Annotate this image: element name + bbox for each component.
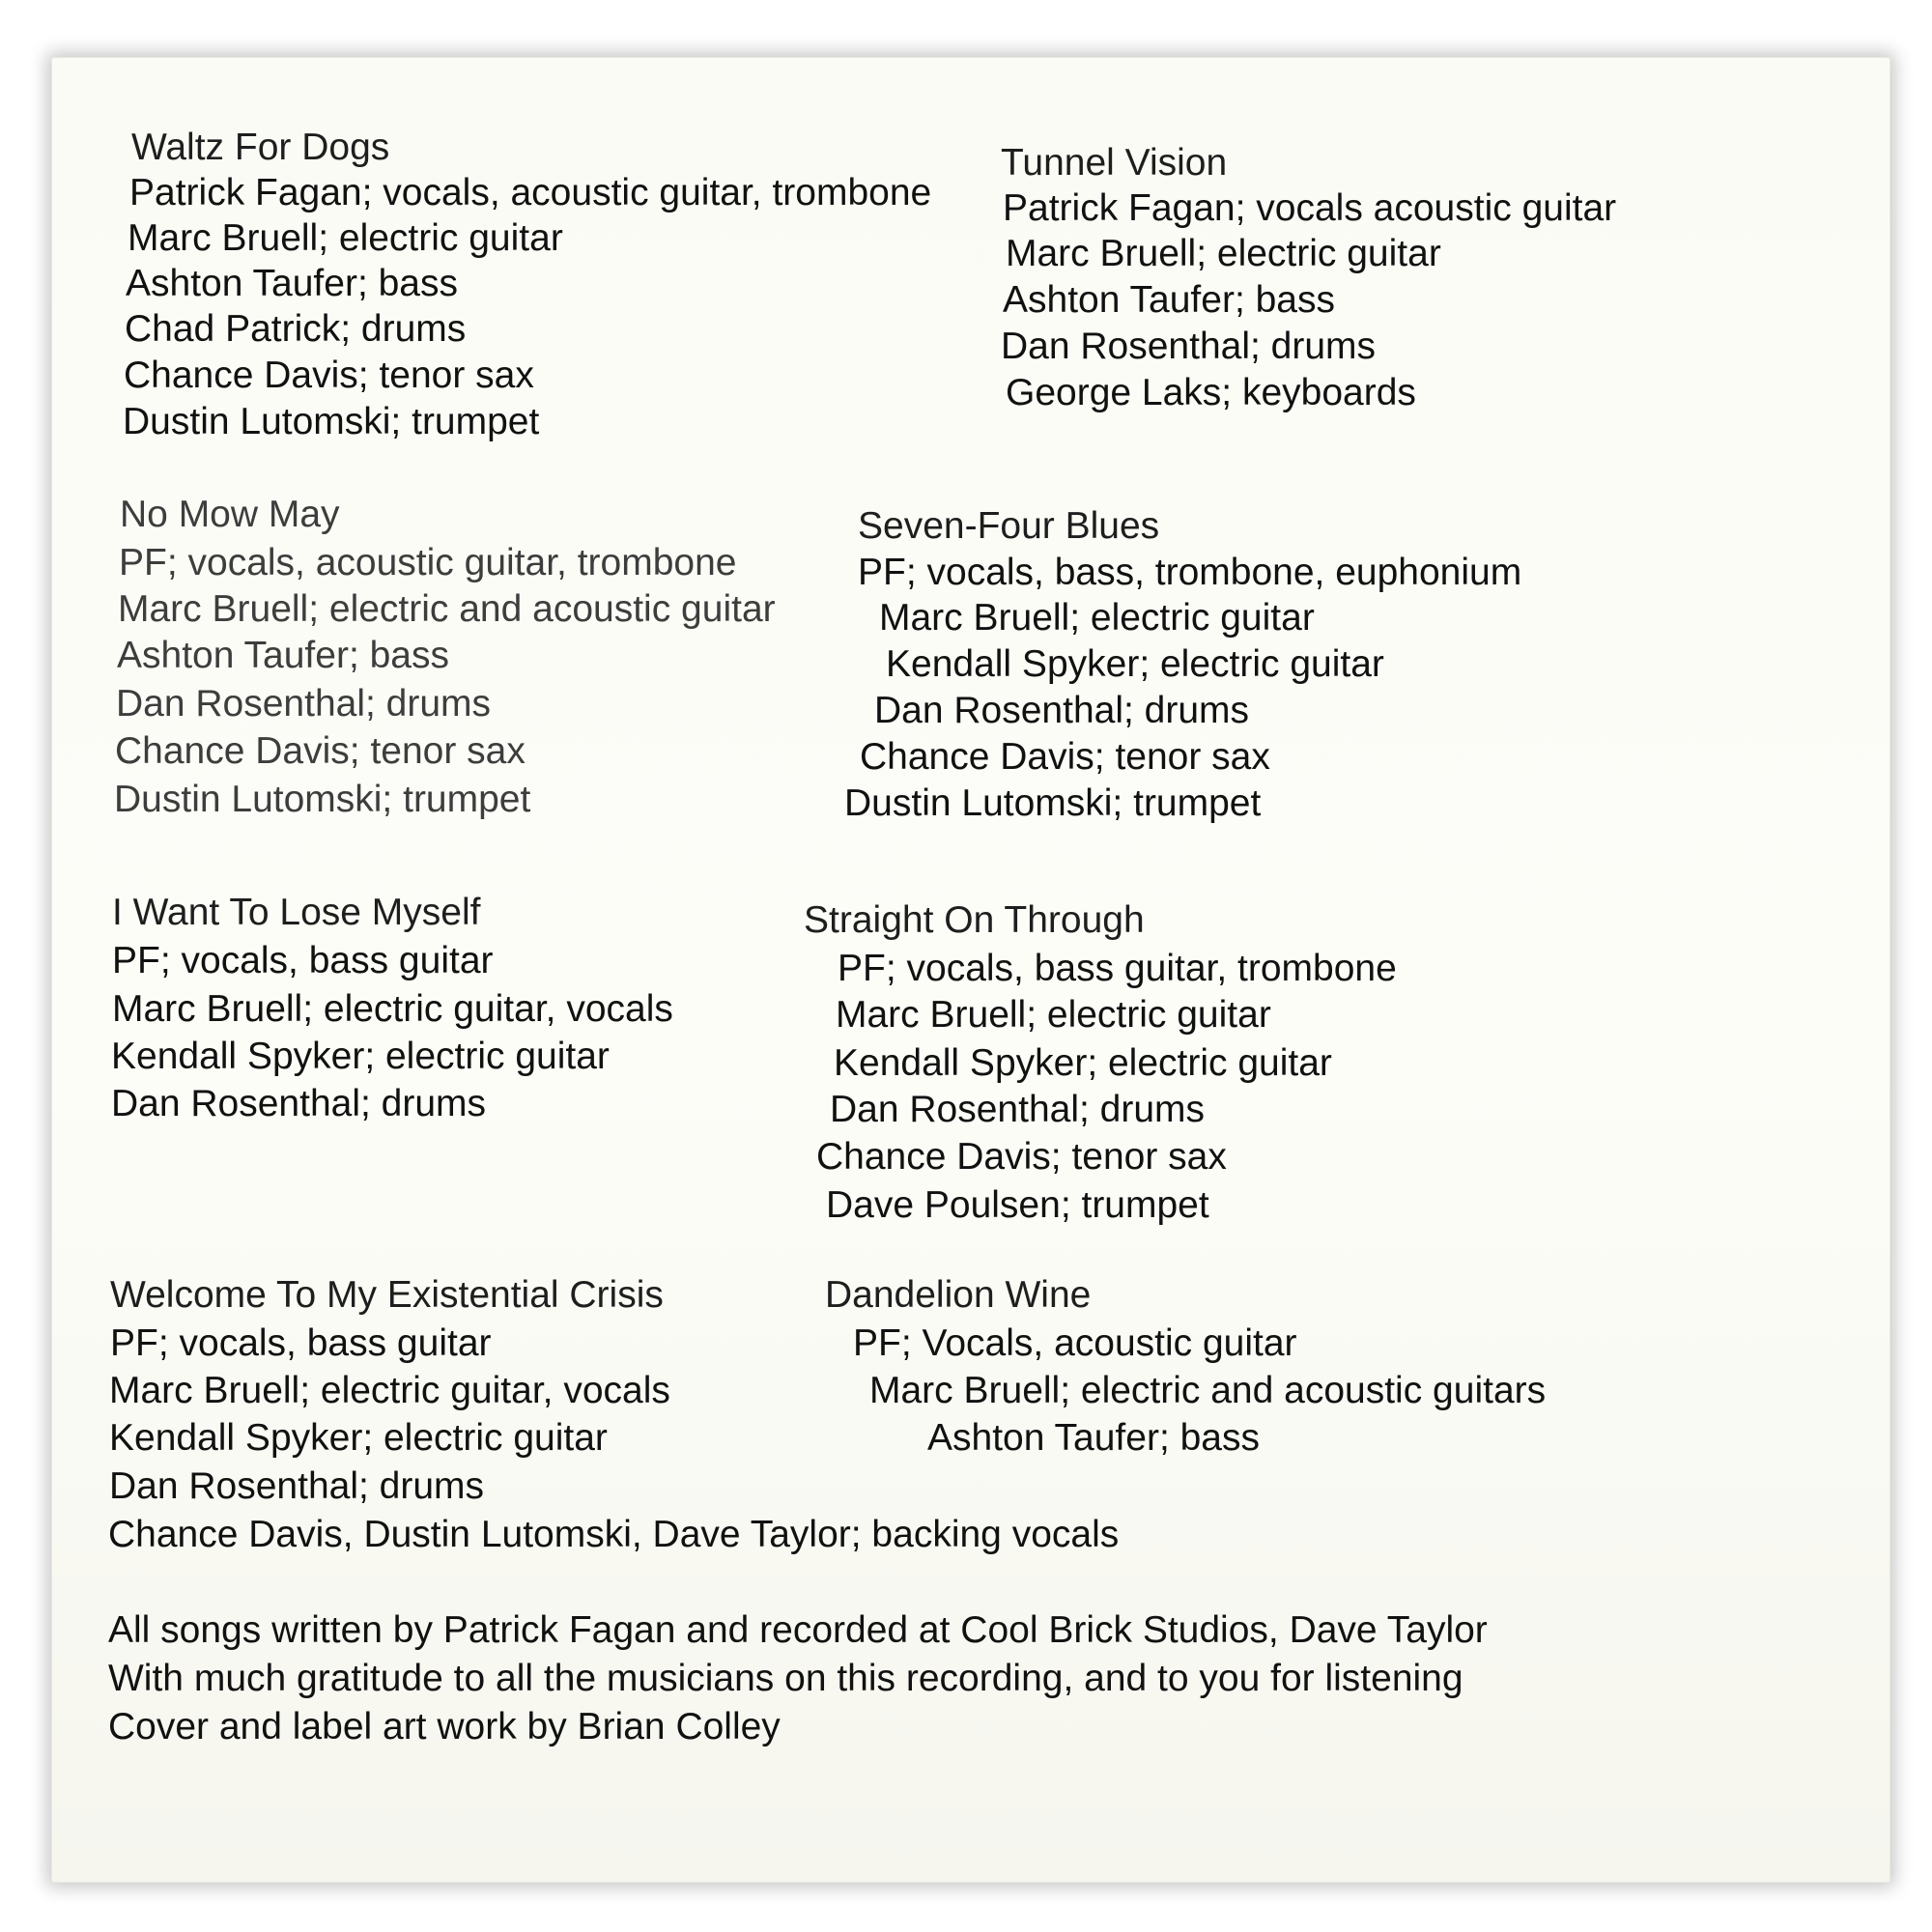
- credit-line: PF; vocals, bass guitar, trombone: [838, 948, 1397, 989]
- credit-line: Ashton Taufer; bass: [117, 635, 449, 676]
- credit-line: Kendall Spyker; electric guitar: [111, 1036, 610, 1077]
- credit-line: PF; vocals, bass guitar: [110, 1322, 492, 1364]
- song-title: No Mow May: [120, 494, 340, 535]
- credit-line: Marc Bruell; electric and acoustic guitar: [118, 588, 776, 630]
- credit-line: Dave Poulsen; trumpet: [826, 1184, 1209, 1226]
- credit-line: PF; Vocals, acoustic guitar: [853, 1322, 1297, 1364]
- credit-line: Marc Bruell; electric guitar: [128, 217, 563, 259]
- credit-line: Dustin Lutomski; trumpet: [114, 779, 531, 820]
- credit-line: George Laks; keyboards: [1006, 372, 1416, 413]
- song-title: Dandelion Wine: [825, 1274, 1092, 1316]
- credit-line: Patrick Fagan; vocals acoustic guitar: [1003, 187, 1617, 229]
- footer-line: Cover and label art work by Brian Colley: [108, 1706, 781, 1747]
- credit-line: Chance Davis, Dustin Lutomski, Dave Taylor; backing vocals: [108, 1514, 1120, 1555]
- liner-notes-sheet: [52, 58, 1889, 1882]
- credit-line: Dan Rosenthal; drums: [874, 690, 1250, 731]
- song-title: Seven-Four Blues: [858, 505, 1160, 547]
- credit-line: Marc Bruell; electric guitar: [836, 994, 1271, 1036]
- credit-line: Chad Patrick; drums: [125, 308, 467, 350]
- credit-line: PF; vocals, bass guitar: [112, 940, 494, 981]
- credit-line: Dustin Lutomski; trumpet: [844, 782, 1262, 824]
- credit-line: Chance Davis; tenor sax: [115, 730, 526, 772]
- credit-line: Ashton Taufer; bass: [1003, 279, 1335, 321]
- credit-line: Ashton Taufer; bass: [927, 1417, 1260, 1459]
- credit-line: Marc Bruell; electric and acoustic guitars: [869, 1370, 1547, 1411]
- credit-line: Dustin Lutomski; trumpet: [123, 401, 540, 442]
- credit-line: Kendall Spyker; electric guitar: [886, 643, 1384, 685]
- credit-line: Marc Bruell; electric guitar, vocals: [112, 988, 673, 1030]
- credit-line: Dan Rosenthal; drums: [830, 1089, 1206, 1130]
- credit-line: Dan Rosenthal; drums: [116, 683, 492, 724]
- song-title: I Want To Lose Myself: [112, 892, 481, 933]
- credit-line: Dan Rosenthal; drums: [111, 1083, 487, 1124]
- footer-line: With much gratitude to all the musicians on this recording, and to you for listening: [108, 1658, 1463, 1699]
- song-title: Welcome To My Existential Crisis: [110, 1274, 664, 1316]
- credit-line: PF; vocals, bass, trombone, euphonium: [858, 552, 1522, 593]
- credit-line: Patrick Fagan; vocals, acoustic guitar, trombone: [129, 172, 932, 213]
- credit-line: Dan Rosenthal; drums: [1001, 326, 1377, 367]
- credit-line: Marc Bruell; electric guitar: [1006, 233, 1441, 274]
- song-title: Straight On Through: [804, 899, 1145, 941]
- credit-line: PF; vocals, acoustic guitar, trombone: [119, 542, 737, 583]
- credit-line: Chance Davis; tenor sax: [124, 355, 534, 396]
- song-title: Waltz For Dogs: [131, 127, 390, 168]
- credit-line: Kendall Spyker; electric guitar: [109, 1417, 608, 1459]
- credit-line: Chance Davis; tenor sax: [816, 1136, 1227, 1178]
- footer-line: All songs written by Patrick Fagan and recorded at Cool Brick Studios, Dave Taylor: [108, 1609, 1488, 1651]
- song-title: Tunnel Vision: [1001, 142, 1228, 184]
- credit-line: Kendall Spyker; electric guitar: [834, 1042, 1332, 1084]
- credit-line: Marc Bruell; electric guitar: [879, 597, 1315, 639]
- credit-line: Dan Rosenthal; drums: [109, 1465, 485, 1507]
- credit-line: Marc Bruell; electric guitar, vocals: [109, 1370, 670, 1411]
- credit-line: Chance Davis; tenor sax: [860, 736, 1270, 778]
- credit-line: Ashton Taufer; bass: [126, 263, 458, 304]
